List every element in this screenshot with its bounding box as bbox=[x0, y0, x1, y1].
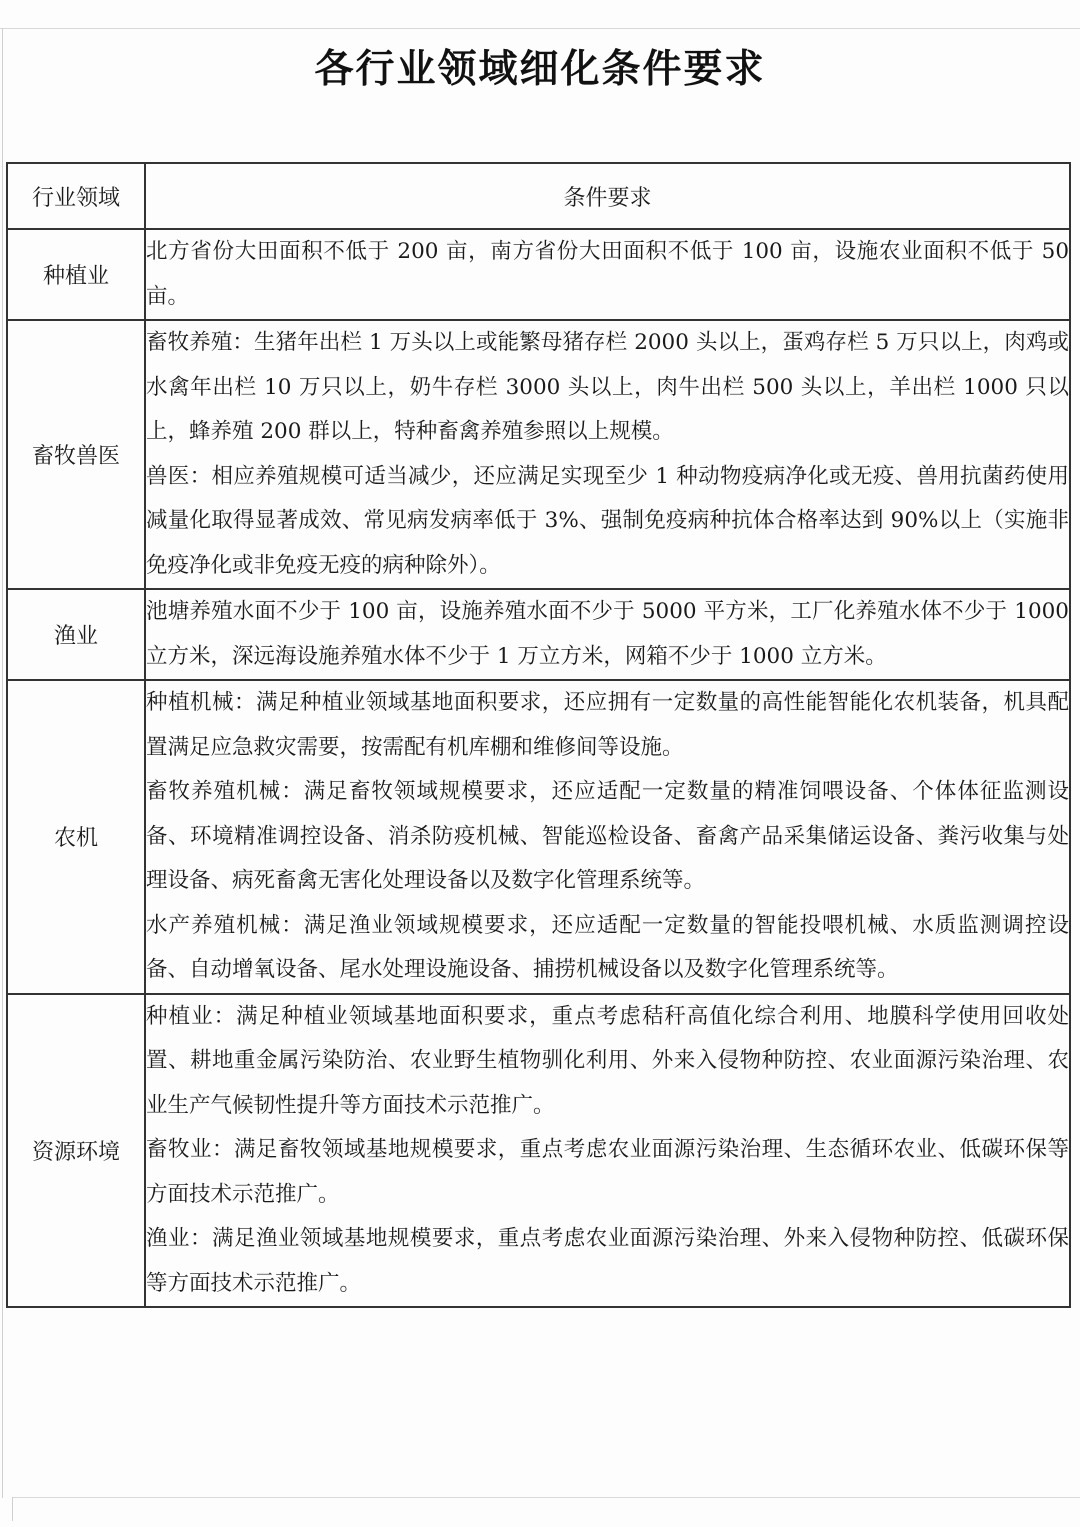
requirements-cell bbox=[145, 589, 1070, 680]
frame-top-border bbox=[0, 28, 1080, 29]
requirement-paragraph: 畜牧养殖：生猪年出栏 1 万头以上或能繁母猪存栏 2000 头以上，蛋鸡存栏 5 万只以上，肉鸡或水禽年出栏 10 万只以上，奶牛存栏 3000 头以上，肉牛出栏 500 头以上，羊出栏 1000 只以上，蜂养殖 200 群以上，特种畜禽养殖参照以上规模。 bbox=[146, 330, 1069, 444]
table-row-agricultural-machinery bbox=[7, 680, 1070, 994]
requirements-cell bbox=[145, 680, 1070, 994]
domain-cell: 畜牧兽医 bbox=[7, 320, 145, 589]
page-title: 各行业领域细化条件要求 bbox=[314, 47, 766, 92]
requirements-table bbox=[6, 162, 1071, 1308]
domain-cell: 资源环境 bbox=[7, 994, 145, 1308]
requirement-paragraph: 水产养殖机械：满足渔业领域规模要求，还应适配一定数量的智能投喂机械、水质监测调控设备、自动增氧设备、尾水处理设施设备、捕捞机械设备以及数字化管理系统等。 bbox=[146, 912, 1069, 982]
requirement-paragraph: 种植机械：满足种植业领域基地面积要求，还应拥有一定数量的高性能智能化农机装备，机具配置满足应急救灾需要，按需配有机库棚和维修间等设施。 bbox=[146, 690, 1069, 760]
domain-cell: 种植业 bbox=[7, 229, 145, 320]
domain-cell: 渔业 bbox=[7, 589, 145, 680]
frame-corner-tick bbox=[12, 1497, 13, 1521]
requirements-cell bbox=[145, 229, 1070, 320]
requirements-cell bbox=[145, 994, 1070, 1308]
frame-left-border bbox=[2, 28, 3, 1498]
domain-cell: 农机 bbox=[7, 680, 145, 994]
requirement-paragraph: 种植业：满足种植业领域基地面积要求，重点考虑秸秆高值化综合利用、地膜科学使用回收处置、耕地重金属污染防治、农业野生植物驯化利用、外来入侵物种防控、农业面源污染治理、农业生产气候韧性提升等方面技术示范推广。 bbox=[146, 1003, 1069, 1118]
header-domain: 行业领域 bbox=[7, 163, 145, 229]
requirement-paragraph: 兽医：相应养殖规模可适当减少，还应满足实现至少 1 种动物疫病净化或无疫、兽用抗菌药使用减量化取得显著成效、常见病发病率低于 3%、强制免疫病种抗体合格率达到 90%以上（实施非免疫净化或非免疫无疫的病种除外）。 bbox=[146, 463, 1069, 578]
table-row-fishery bbox=[7, 589, 1070, 680]
requirement-paragraph: 北方省份大田面积不低于 200 亩，南方省份大田面积不低于 100 亩，设施农业面积不低于 50 亩。 bbox=[146, 239, 1069, 309]
table-header-row bbox=[7, 163, 1070, 229]
table-row-planting bbox=[7, 229, 1070, 320]
frame-bottom-border bbox=[12, 1497, 1080, 1498]
table-row-livestock-veterinary bbox=[7, 320, 1070, 589]
requirements-cell bbox=[145, 320, 1070, 589]
requirement-paragraph: 池塘养殖水面不少于 100 亩，设施养殖水面不少于 5000 平方米，工厂化养殖水体不少于 1000 立方米，深远海设施养殖水体不少于 1 万立方米，网箱不少于 1000 立方米。 bbox=[146, 599, 1069, 669]
requirement-paragraph: 畜牧业：满足畜牧领域基地规模要求，重点考虑农业面源污染治理、生态循环农业、低碳环保等方面技术示范推广。 bbox=[146, 1137, 1069, 1207]
header-requirements: 条件要求 bbox=[145, 163, 1070, 229]
requirement-paragraph: 畜牧养殖机械：满足畜牧领域规模要求，还应适配一定数量的精准饲喂设备、个体体征监测设备、环境精准调控设备、消杀防疫机械、智能巡检设备、畜禽产品采集储运设备、粪污收集与处理设备、病死畜禽无害化处理设备以及数字化管理系统等。 bbox=[146, 779, 1069, 893]
table-row-resources-environment bbox=[7, 994, 1070, 1308]
requirement-paragraph: 渔业：满足渔业领域基地规模要求，重点考虑农业面源污染治理、外来入侵物种防控、低碳环保等方面技术示范推广。 bbox=[146, 1226, 1069, 1296]
